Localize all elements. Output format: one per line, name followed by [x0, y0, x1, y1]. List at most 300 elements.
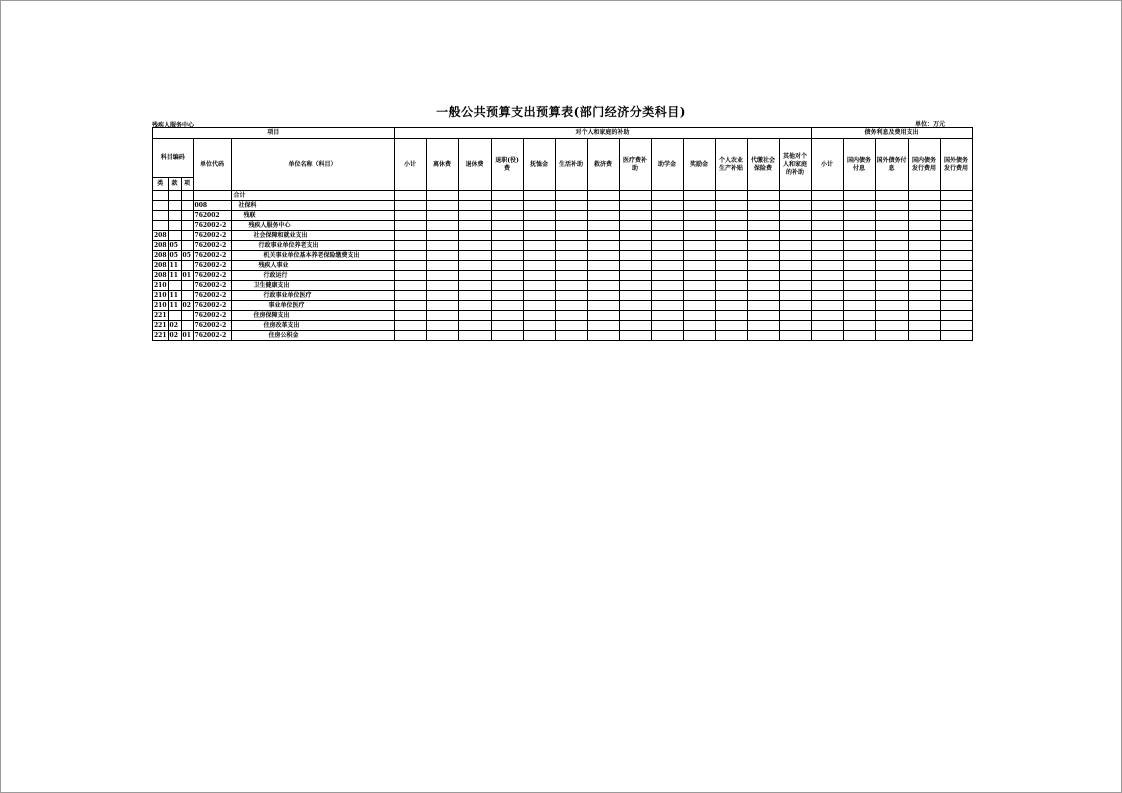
header-project: 项目 — [153, 128, 395, 139]
cell-amount — [587, 281, 619, 291]
cell-xiang — [181, 231, 193, 241]
cell-amount — [908, 331, 940, 341]
cell-amount — [555, 191, 587, 201]
cell-amount — [747, 201, 779, 211]
cell-amount — [651, 311, 683, 321]
cell-amount — [651, 221, 683, 231]
cell-amount — [587, 191, 619, 201]
cell-amount — [458, 251, 491, 261]
table-row — [153, 321, 973, 331]
table-row — [153, 281, 973, 291]
cell-amount — [875, 311, 908, 321]
cell-amount — [555, 231, 587, 241]
cell-amount — [715, 241, 747, 251]
header-group-family: 对个人和家庭的补助 — [394, 128, 811, 139]
cell-amount — [555, 281, 587, 291]
cell-amount — [811, 211, 843, 221]
cell-amount — [843, 241, 875, 251]
cell-amount — [875, 291, 908, 301]
cell-xiang — [181, 311, 193, 321]
cell-amount — [426, 251, 458, 261]
cell-amount — [843, 201, 875, 211]
cell-amount — [523, 281, 555, 291]
cell-amount — [747, 331, 779, 341]
cell-amount — [523, 231, 555, 241]
cell-amount — [683, 231, 715, 241]
cell-amount — [779, 301, 811, 311]
cell-unit-name: 行政事业单位养老支出 — [231, 241, 394, 251]
cell-amount — [619, 251, 651, 261]
cell-unit-name: 住房公积金 — [231, 331, 394, 341]
cell-amount — [394, 201, 426, 211]
cell-amount — [394, 191, 426, 201]
cell-amount — [908, 321, 940, 331]
cell-amount — [811, 281, 843, 291]
cell-amount — [587, 221, 619, 231]
cell-lei — [153, 191, 169, 201]
cell-amount — [491, 291, 523, 301]
table-row — [153, 261, 973, 271]
header-debt-col: 国外债务付息 — [875, 139, 908, 191]
cell-amount — [811, 291, 843, 301]
cell-kuan — [168, 191, 181, 201]
cell-xiang: 01 — [181, 271, 193, 281]
cell-xiang — [181, 291, 193, 301]
cell-amount — [811, 251, 843, 261]
cell-amount — [651, 271, 683, 281]
cell-amount — [843, 301, 875, 311]
cell-amount — [523, 221, 555, 231]
cell-amount — [683, 271, 715, 281]
cell-lei: 208 — [154, 241, 167, 249]
cell-amount — [683, 241, 715, 251]
cell-amount — [715, 221, 747, 231]
cell-amount — [651, 231, 683, 241]
cell-unit-code: 762002-2 — [193, 231, 231, 241]
cell-amount — [843, 221, 875, 231]
cell-amount — [426, 241, 458, 251]
cell-amount — [587, 211, 619, 221]
header-family-col: 奖励金 — [683, 139, 715, 191]
cell-amount — [426, 301, 458, 311]
cell-amount — [843, 261, 875, 271]
cell-amount — [908, 271, 940, 281]
cell-amount — [811, 191, 843, 201]
cell-amount — [940, 291, 972, 301]
cell-amount — [779, 241, 811, 251]
cell-amount — [811, 311, 843, 321]
cell-amount — [394, 231, 426, 241]
cell-unit-code: 762002-2 — [193, 291, 231, 301]
header-family-col: 退休费 — [458, 139, 491, 191]
cell-amount — [651, 241, 683, 251]
header-family-col: 助学金 — [651, 139, 683, 191]
cell-amount — [619, 321, 651, 331]
cell-unit-code: 762002-2 — [193, 311, 231, 321]
cell-xiang — [181, 201, 193, 211]
header-debt-col: 小计 — [811, 139, 843, 191]
cell-amount — [811, 261, 843, 271]
cell-lei: 221 — [154, 321, 167, 329]
cell-lei: 221 — [154, 311, 167, 319]
cell-amount — [394, 321, 426, 331]
cell-amount — [651, 331, 683, 341]
cell-amount — [394, 241, 426, 251]
cell-amount — [683, 301, 715, 311]
cell-amount — [715, 201, 747, 211]
cell-amount — [908, 291, 940, 301]
cell-amount — [587, 321, 619, 331]
cell-lei — [153, 221, 169, 231]
cell-amount — [491, 261, 523, 271]
cell-amount — [843, 291, 875, 301]
cell-amount — [587, 291, 619, 301]
cell-amount — [875, 231, 908, 241]
header-unit-code: 单位代码 — [193, 139, 231, 191]
cell-xiang — [181, 191, 193, 201]
cell-amount — [843, 321, 875, 331]
cell-amount — [683, 211, 715, 221]
cell-xiang: 01 — [181, 331, 193, 341]
cell-amount — [683, 281, 715, 291]
cell-kuan: 11 — [168, 261, 181, 271]
cell-lei: 208 — [154, 271, 167, 279]
cell-amount — [843, 331, 875, 341]
cell-amount — [426, 321, 458, 331]
cell-amount — [394, 211, 426, 221]
cell-unit-name: 机关事业单位基本养老保险缴费支出 — [231, 251, 394, 261]
cell-amount — [523, 241, 555, 251]
cell-amount — [491, 231, 523, 241]
cell-unit-code: 762002-2 — [193, 281, 231, 291]
cell-amount — [811, 321, 843, 331]
cell-lei — [153, 201, 169, 211]
table-row — [153, 191, 973, 201]
cell-unit-code: 762002 — [193, 211, 231, 221]
cell-amount — [715, 211, 747, 221]
header-debt-col: 国内债务发行费用 — [908, 139, 940, 191]
cell-unit-name: 合计 — [231, 191, 394, 201]
cell-kuan — [168, 231, 181, 241]
cell-amount — [715, 301, 747, 311]
cell-unit-name: 行政事业单位医疗 — [231, 291, 394, 301]
cell-amount — [555, 261, 587, 271]
cell-amount — [843, 281, 875, 291]
header-lei: 类 — [153, 178, 169, 191]
cell-amount — [811, 241, 843, 251]
cell-amount — [587, 251, 619, 261]
table-row — [153, 231, 973, 241]
cell-unit-code: 762002-2 — [193, 251, 231, 261]
cell-amount — [683, 251, 715, 261]
cell-amount — [426, 291, 458, 301]
cell-xiang — [181, 221, 193, 231]
cell-amount — [747, 281, 779, 291]
cell-amount — [875, 331, 908, 341]
cell-amount — [747, 211, 779, 221]
cell-amount — [491, 201, 523, 211]
cell-amount — [426, 201, 458, 211]
cell-amount — [940, 221, 972, 231]
cell-amount — [747, 311, 779, 321]
cell-amount — [811, 301, 843, 311]
cell-amount — [458, 261, 491, 271]
cell-amount — [747, 271, 779, 281]
cell-amount — [715, 231, 747, 241]
cell-amount — [619, 201, 651, 211]
header-family-col: 退职(役)费 — [491, 139, 523, 191]
cell-amount — [715, 311, 747, 321]
cell-xiang — [181, 241, 193, 251]
cell-amount — [426, 231, 458, 241]
header-family-col: 救济费 — [587, 139, 619, 191]
cell-amount — [587, 301, 619, 311]
header-debt-col: 国内债务付息 — [843, 139, 875, 191]
cell-amount — [683, 331, 715, 341]
cell-amount — [458, 231, 491, 241]
cell-amount — [587, 241, 619, 251]
cell-amount — [779, 191, 811, 201]
cell-amount — [394, 301, 426, 311]
cell-amount — [940, 241, 972, 251]
cell-amount — [779, 251, 811, 261]
cell-amount — [875, 261, 908, 271]
header-group-debt: 债务利息及费用支出 — [811, 128, 972, 139]
header-family-col: 离休费 — [426, 139, 458, 191]
cell-amount — [651, 261, 683, 271]
cell-kuan — [168, 281, 181, 291]
cell-kuan — [168, 211, 181, 221]
cell-kuan: 05 — [168, 251, 181, 261]
cell-amount — [908, 301, 940, 311]
cell-amount — [940, 301, 972, 311]
cell-unit-name: 残联 — [231, 211, 394, 221]
cell-amount — [715, 261, 747, 271]
cell-amount — [458, 281, 491, 291]
cell-amount — [651, 211, 683, 221]
cell-kuan — [168, 201, 181, 211]
table-row — [153, 291, 973, 301]
cell-amount — [587, 331, 619, 341]
cell-amount — [458, 311, 491, 321]
cell-unit-name: 住房保障支出 — [231, 311, 394, 321]
cell-amount — [908, 281, 940, 291]
cell-lei: 208 — [154, 261, 167, 269]
cell-amount — [779, 271, 811, 281]
cell-amount — [458, 211, 491, 221]
cell-kuan: 11 — [168, 291, 181, 301]
cell-unit-name: 行政运行 — [231, 271, 394, 281]
cell-amount — [523, 321, 555, 331]
cell-amount — [747, 261, 779, 271]
cell-amount — [747, 301, 779, 311]
cell-amount — [811, 331, 843, 341]
header-family-col: 其他对个人和家庭的补助 — [779, 139, 811, 191]
cell-amount — [619, 261, 651, 271]
cell-amount — [555, 241, 587, 251]
cell-kuan: 05 — [168, 241, 181, 251]
cell-amount — [426, 191, 458, 201]
cell-amount — [555, 311, 587, 321]
cell-amount — [458, 191, 491, 201]
cell-amount — [940, 191, 972, 201]
cell-amount — [875, 211, 908, 221]
cell-unit-code: 762002-2 — [193, 271, 231, 281]
cell-amount — [747, 251, 779, 261]
cell-amount — [908, 201, 940, 211]
cell-unit-name: 社会保障和就业支出 — [231, 231, 394, 241]
cell-amount — [555, 201, 587, 211]
cell-amount — [619, 241, 651, 251]
cell-amount — [683, 201, 715, 211]
cell-amount — [619, 221, 651, 231]
cell-lei: 221 — [154, 331, 167, 339]
cell-amount — [779, 201, 811, 211]
cell-unit-code: 762002-2 — [193, 221, 231, 231]
cell-amount — [908, 261, 940, 271]
cell-amount — [779, 291, 811, 301]
cell-amount — [940, 271, 972, 281]
cell-amount — [523, 331, 555, 341]
cell-amount — [940, 251, 972, 261]
cell-amount — [426, 221, 458, 231]
table-row — [153, 271, 973, 281]
cell-amount — [555, 251, 587, 261]
header-subject-code: 科目编码 — [153, 139, 194, 178]
header-family-col: 医疗费补助 — [619, 139, 651, 191]
cell-amount — [779, 211, 811, 221]
cell-amount — [875, 281, 908, 291]
cell-amount — [458, 301, 491, 311]
cell-kuan: 11 — [168, 271, 181, 281]
cell-kuan — [168, 221, 181, 231]
cell-amount — [555, 291, 587, 301]
cell-amount — [394, 331, 426, 341]
header-kuan: 款 — [168, 178, 181, 191]
cell-amount — [523, 311, 555, 321]
cell-amount — [747, 321, 779, 331]
cell-amount — [843, 191, 875, 201]
cell-amount — [523, 291, 555, 301]
cell-xiang: 05 — [181, 251, 193, 261]
cell-amount — [458, 271, 491, 281]
cell-amount — [523, 271, 555, 281]
cell-amount — [875, 191, 908, 201]
table-row — [153, 301, 973, 311]
cell-lei: 210 — [154, 301, 167, 309]
cell-amount — [426, 271, 458, 281]
header-unit-name: 单位名称（科目） — [231, 139, 394, 191]
cell-unit-name: 事业单位医疗 — [231, 301, 394, 311]
cell-amount — [555, 221, 587, 231]
cell-amount — [843, 251, 875, 261]
cell-amount — [715, 321, 747, 331]
cell-amount — [843, 311, 875, 321]
cell-amount — [779, 311, 811, 321]
cell-amount — [940, 321, 972, 331]
cell-lei: 208 — [154, 231, 167, 239]
cell-xiang — [181, 321, 193, 331]
cell-unit-code — [193, 191, 231, 201]
cell-amount — [555, 301, 587, 311]
cell-amount — [747, 241, 779, 251]
cell-amount — [779, 221, 811, 231]
cell-amount — [587, 271, 619, 281]
header-xiang: 项 — [181, 178, 193, 191]
cell-amount — [683, 221, 715, 231]
cell-amount — [426, 211, 458, 221]
cell-amount — [619, 291, 651, 301]
cell-amount — [555, 331, 587, 341]
cell-amount — [875, 201, 908, 211]
cell-amount — [779, 281, 811, 291]
cell-amount — [619, 231, 651, 241]
cell-amount — [843, 211, 875, 221]
cell-amount — [715, 271, 747, 281]
cell-amount — [875, 221, 908, 231]
cell-amount — [908, 311, 940, 321]
cell-amount — [587, 231, 619, 241]
cell-amount — [940, 211, 972, 221]
cell-amount — [747, 221, 779, 231]
cell-amount — [458, 331, 491, 341]
cell-amount — [491, 311, 523, 321]
cell-amount — [394, 291, 426, 301]
cell-xiang — [181, 211, 193, 221]
cell-unit-name: 残疾人事业 — [231, 261, 394, 271]
cell-amount — [715, 281, 747, 291]
cell-amount — [683, 191, 715, 201]
cell-amount — [811, 271, 843, 281]
cell-amount — [555, 271, 587, 281]
table-row — [153, 241, 973, 251]
cell-amount — [651, 201, 683, 211]
cell-amount — [875, 301, 908, 311]
cell-unit-code: 762002-2 — [193, 331, 231, 341]
cell-amount — [875, 321, 908, 331]
cell-amount — [683, 311, 715, 321]
org-name: 残疾人服务中心 — [152, 122, 195, 129]
cell-amount — [587, 261, 619, 271]
cell-amount — [587, 311, 619, 321]
cell-lei: 210 — [154, 281, 167, 289]
cell-amount — [555, 211, 587, 221]
cell-amount — [619, 301, 651, 311]
cell-unit-name: 卫生健康支出 — [231, 281, 394, 291]
cell-amount — [394, 311, 426, 321]
cell-amount — [779, 331, 811, 341]
cell-amount — [779, 231, 811, 241]
cell-amount — [843, 271, 875, 281]
cell-amount — [491, 321, 523, 331]
cell-amount — [940, 281, 972, 291]
cell-amount — [715, 191, 747, 201]
cell-amount — [940, 231, 972, 241]
cell-amount — [458, 221, 491, 231]
cell-amount — [523, 201, 555, 211]
cell-amount — [587, 201, 619, 211]
cell-amount — [458, 241, 491, 251]
cell-unit-code: 762002-2 — [193, 321, 231, 331]
cell-unit-name: 住房改革支出 — [231, 321, 394, 331]
cell-amount — [491, 251, 523, 261]
cell-amount — [491, 331, 523, 341]
cell-amount — [619, 191, 651, 201]
cell-amount — [651, 291, 683, 301]
header-family-col: 生活补助 — [555, 139, 587, 191]
cell-amount — [426, 281, 458, 291]
cell-amount — [811, 201, 843, 211]
